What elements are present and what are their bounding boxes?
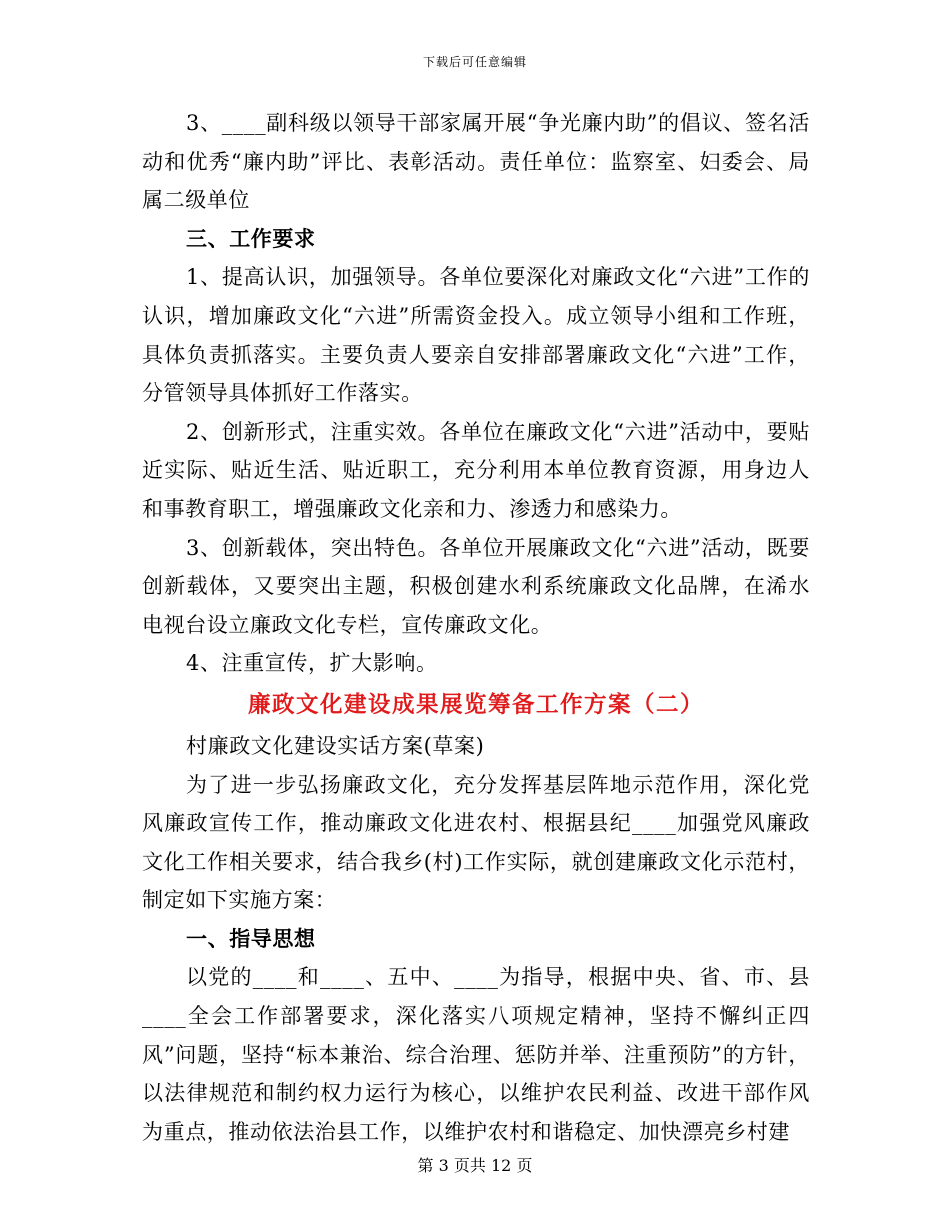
document-body: [142, 104, 810, 1151]
paragraph-requirement-3: 3、创新载体，突出特色。各单位开展廉政文化“六进”活动，既要创新载体，又要突出主题，积极创建水利系统廉政文化品牌，在浠水电视台设立廉政文化专栏，宣传廉政文化。: [142, 535, 810, 637]
page-header: 下载后可任意编辑: [422, 55, 527, 69]
paragraph-item-3-family: 3、____副科级以领导干部家属开展“争光廉内助”的倡议、签名活动和优秀“廉内助”评比、表彰活动。责任单位：监察室、妇委会、局属二级单位: [142, 111, 810, 213]
page-footer: 第 3 页共 12 页: [417, 1156, 533, 1175]
paragraph-requirement-4: 4、注重宣传，扩大影响。: [186, 651, 438, 676]
paragraph-introduction: 为了进一步弘扬廉政文化，充分发挥基层阵地示范作用，深化党风廉政宣传工作，推动廉政文化进农村、根据县纪____加强党风廉政文化工作相关要求，结合我乡(村)工作实际，就创建廉政文化示范村，制定如下实施方案：: [142, 772, 810, 913]
section-heading-work-requirements: 三、工作要求: [186, 225, 316, 251]
paragraph-guiding-ideology: 以党的____和____、五中、____为指导，根据中央、省、市、县____全会工作部署要求，深化落实八项规定精神，坚持不懈纠正四风”问题，坚持“标本兼治、综合治理、惩防并举、注重预防”的方针，以法律规范和制约权力运行为核心，以维护农民利益、改进干部作风为重点，推动依法治县工作，以维护农村和谐稳定、加快漂亮乡村建: [142, 965, 810, 1144]
document-title: 廉政文化建设成果展览筹备工作方案（二）: [247, 691, 704, 718]
section-heading-guiding-ideology: 一、指导思想: [186, 925, 316, 951]
paragraph-requirement-2: 2、创新形式，注重实效。各单位在廉政文化“六进”活动中，要贴近实际、贴近生活、贴近职工，充分利用本单位教育资源，用身边人和事教育职工，增强廉政文化亲和力、渗透力和感染力。: [142, 419, 810, 521]
subtitle-draft-plan: 村廉政文化建设实话方案(草案): [186, 733, 485, 758]
paragraph-requirement-1: 1、提高认识，加强领导。各单位要深化对廉政文化“六进”工作的认识，增加廉政文化“六进”所需资金投入。成立领导小组和工作班，具体负责抓落实。主要负责人要亲自安排部署廉政文化“六进”工作，分管领导具体抓好工作落实。: [142, 265, 810, 406]
